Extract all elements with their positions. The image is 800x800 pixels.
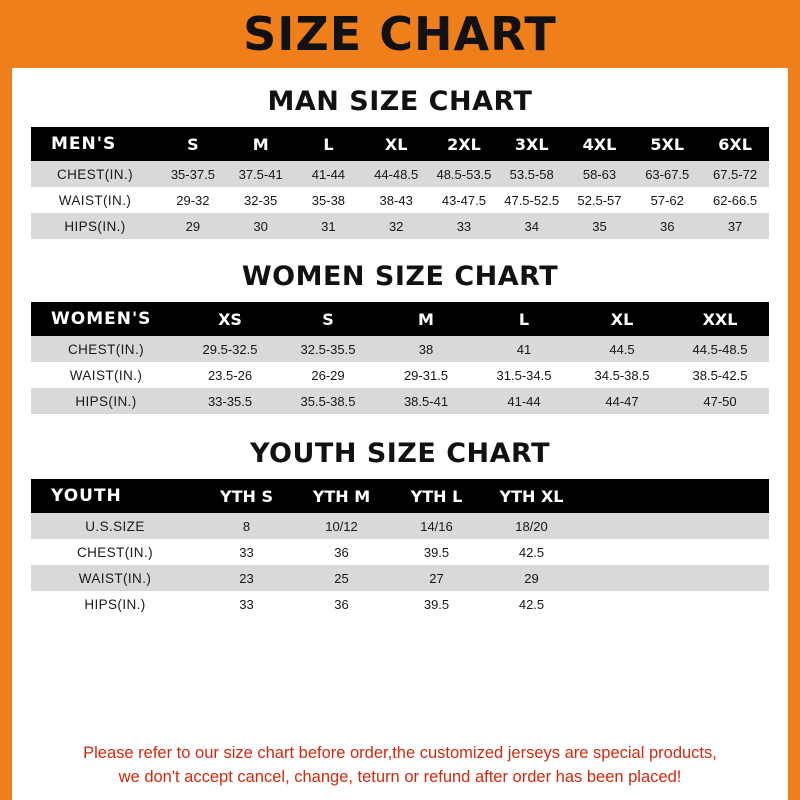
cell: 38-43: [362, 187, 430, 213]
cell: 33: [199, 539, 294, 565]
table-row: [31, 513, 769, 539]
row-head-youth: YOUTH: [31, 479, 199, 513]
cell: 31.5-34.5: [475, 362, 573, 388]
cell: 43-47.5: [430, 187, 498, 213]
row-label-hips: HIPS(IN.): [31, 213, 159, 239]
cell: 41: [475, 336, 573, 362]
cell: 39.5: [389, 539, 484, 565]
cell: [674, 513, 769, 539]
cell: 29: [484, 565, 579, 591]
cell: 42.5: [484, 591, 579, 617]
table-row: [31, 213, 769, 239]
cell: 48.5-53.5: [430, 161, 498, 187]
cell: 29: [159, 213, 227, 239]
content-area: [12, 86, 788, 617]
cell: 29.5-32.5: [181, 336, 279, 362]
youth-size-table: [31, 479, 769, 617]
cell: 38.5-42.5: [671, 362, 769, 388]
cell: 53.5-58: [498, 161, 566, 187]
cell: [579, 565, 674, 591]
cell: 36: [294, 591, 389, 617]
cell: 44-47: [573, 388, 671, 414]
col-head-5xl: 5XL: [633, 127, 701, 161]
cell: 32-35: [227, 187, 295, 213]
row-head-mens: MEN'S: [31, 127, 159, 161]
section-title-man: MAN SIZE CHART: [267, 86, 533, 117]
col-head-m: M: [227, 127, 295, 161]
cell: 30: [227, 213, 295, 239]
table-row: [31, 565, 769, 591]
col-head-xxl: XXL: [671, 302, 769, 336]
row-label-us-size: U.S.SIZE: [31, 513, 199, 539]
col-head-2xl: 2XL: [430, 127, 498, 161]
table-row: [31, 161, 769, 187]
table-row: [31, 187, 769, 213]
cell: 35.5-38.5: [279, 388, 377, 414]
cell: 52.5-57: [566, 187, 634, 213]
col-head-yth-m: YTH M: [294, 479, 389, 513]
col-head-l: L: [475, 302, 573, 336]
note-line-1: Please refer to our size chart before order,the customized jerseys are special products,: [83, 744, 717, 763]
women-size-table: [31, 302, 769, 414]
row-label-chest: CHEST(IN.): [31, 539, 199, 565]
cell: 32.5-35.5: [279, 336, 377, 362]
col-head-yth-l: YTH L: [389, 479, 484, 513]
cell: 33: [199, 591, 294, 617]
row-label-chest: CHEST(IN.): [31, 161, 159, 187]
cell: 23.5-26: [181, 362, 279, 388]
cell: 35-37.5: [159, 161, 227, 187]
row-label-waist: WAIST(IN.): [31, 187, 159, 213]
table-row: [31, 336, 769, 362]
col-head-l: L: [295, 127, 363, 161]
cell: 33: [430, 213, 498, 239]
cell: [674, 591, 769, 617]
cell: 34.5-38.5: [573, 362, 671, 388]
row-label-waist: WAIST(IN.): [31, 362, 181, 388]
cell: 58-63: [566, 161, 634, 187]
col-head-m: M: [377, 302, 475, 336]
cell: 18/20: [484, 513, 579, 539]
cell: 36: [633, 213, 701, 239]
cell: 41-44: [295, 161, 363, 187]
cell: 57-62: [633, 187, 701, 213]
col-head-3xl: 3XL: [498, 127, 566, 161]
table-row: [31, 539, 769, 565]
cell: 34: [498, 213, 566, 239]
cell: [674, 565, 769, 591]
cell: 38.5-41: [377, 388, 475, 414]
cell: 36: [294, 539, 389, 565]
cell: 47-50: [671, 388, 769, 414]
cell: 23: [199, 565, 294, 591]
cell: 44.5-48.5: [671, 336, 769, 362]
row-head-womens: WOMEN'S: [31, 302, 181, 336]
col-head-yth-xl: YTH XL: [484, 479, 579, 513]
cell: 39.5: [389, 591, 484, 617]
cell: 27: [389, 565, 484, 591]
col-head-4xl: 4XL: [566, 127, 634, 161]
cell: [579, 539, 674, 565]
col-head-xl: XL: [573, 302, 671, 336]
cell: 37.5-41: [227, 161, 295, 187]
cell: 35: [566, 213, 634, 239]
page-title: SIZE CHART: [243, 7, 557, 61]
section-title-women: WOMEN SIZE CHART: [241, 261, 559, 292]
cell: 42.5: [484, 539, 579, 565]
row-label-chest: CHEST(IN.): [31, 336, 181, 362]
cell: 63-67.5: [633, 161, 701, 187]
cell: 38: [377, 336, 475, 362]
header-band: [0, 0, 800, 68]
col-head-xs: XS: [181, 302, 279, 336]
row-label-hips: HIPS(IN.): [31, 591, 199, 617]
cell: 31: [295, 213, 363, 239]
cell: 44-48.5: [362, 161, 430, 187]
col-head-yth-s: YTH S: [199, 479, 294, 513]
cell: [674, 539, 769, 565]
section-title-youth: YOUTH SIZE CHART: [249, 438, 551, 469]
table-header-row: [31, 127, 769, 161]
cell: 67.5-72: [701, 161, 769, 187]
cell: 32: [362, 213, 430, 239]
row-label-hips: HIPS(IN.): [31, 388, 181, 414]
cell: [579, 591, 674, 617]
table-row: [31, 591, 769, 617]
col-head-s: S: [159, 127, 227, 161]
cell: 26-29: [279, 362, 377, 388]
order-policy-note: [24, 742, 776, 790]
col-head-6xl: 6XL: [701, 127, 769, 161]
cell: 8: [199, 513, 294, 539]
cell: 47.5-52.5: [498, 187, 566, 213]
col-head-empty-2: [674, 479, 769, 513]
cell: 14/16: [389, 513, 484, 539]
table-row: [31, 362, 769, 388]
cell: 44.5: [573, 336, 671, 362]
man-size-table: [31, 127, 769, 239]
cell: 29-32: [159, 187, 227, 213]
col-head-s: S: [279, 302, 377, 336]
cell: 41-44: [475, 388, 573, 414]
col-head-xl: XL: [362, 127, 430, 161]
note-line-2: we don't accept cancel, change, teturn or refund after order has been placed!: [118, 768, 682, 787]
cell: 25: [294, 565, 389, 591]
cell: 29-31.5: [377, 362, 475, 388]
cell: 35-38: [295, 187, 363, 213]
table-header-row: [31, 302, 769, 336]
cell: 62-66.5: [701, 187, 769, 213]
table-row: [31, 388, 769, 414]
cell: 33-35.5: [181, 388, 279, 414]
cell: [579, 513, 674, 539]
col-head-empty-1: [579, 479, 674, 513]
cell: 10/12: [294, 513, 389, 539]
row-label-waist: WAIST(IN.): [31, 565, 199, 591]
cell: 37: [701, 213, 769, 239]
table-header-row: [31, 479, 769, 513]
